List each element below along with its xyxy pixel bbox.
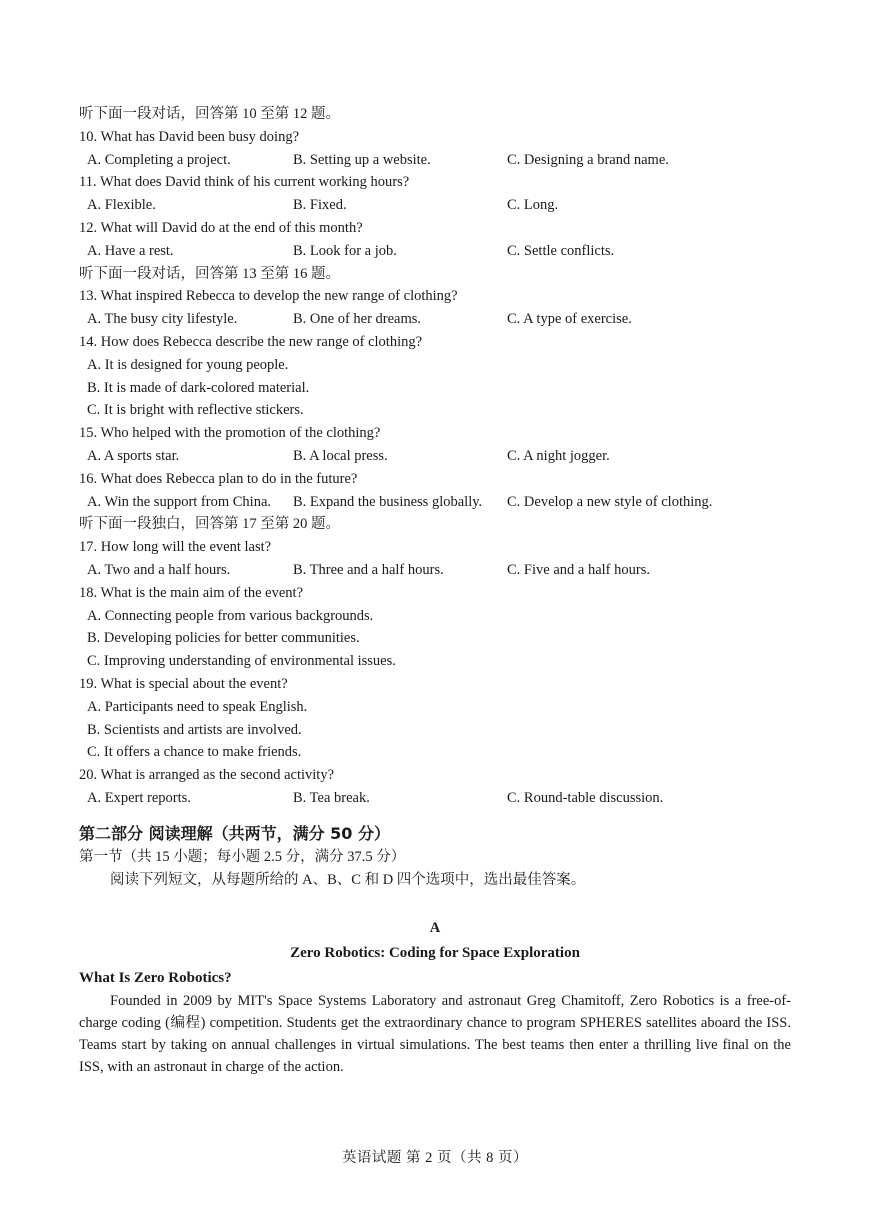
- reading-instruction: 阅读下列短文，从每题所给的 A、B、C 和 D 四个选项中，选出最佳答案。: [110, 871, 586, 888]
- reading-section: [79, 822, 791, 1078]
- page-footer: 英语试题 第 2 页（共 8 页）: [341, 1150, 529, 1166]
- passage-subheading: What Is Zero Robotics?: [79, 969, 232, 986]
- option-row: [79, 445, 791, 468]
- question-text: 18. What is the main aim of the event?: [79, 584, 304, 601]
- passage-letter: A: [429, 920, 441, 937]
- question-text: 10. What has David been busy doing?: [79, 128, 300, 145]
- question-text: 19. What is special about the event?: [79, 675, 288, 692]
- question-text: 13. What inspired Rebecca to develop the new range of clothing?: [79, 288, 458, 305]
- answer-option: A. Connecting people from various backgrounds.: [87, 607, 374, 624]
- answer-option: C. Settle conflicts.: [507, 242, 615, 259]
- option-row: [79, 787, 791, 810]
- answer-option: C. Long.: [507, 197, 559, 214]
- answer-option: A. Expert reports.: [87, 789, 191, 806]
- option-row: [79, 491, 791, 514]
- answer-option: C. Round-table discussion.: [507, 789, 664, 806]
- option-row: [79, 149, 791, 172]
- answer-option: C. Five and a half hours.: [507, 561, 650, 578]
- answer-option: A. Two and a half hours.: [87, 561, 231, 578]
- option-row: [79, 194, 791, 217]
- answer-option: B. One of her dreams.: [293, 311, 422, 328]
- answer-option: B. Three and a half hours.: [293, 561, 444, 578]
- answer-option: B. Tea break.: [293, 789, 370, 806]
- answer-option: C. Designing a brand name.: [507, 151, 669, 168]
- answer-option: B. Setting up a website.: [293, 151, 431, 168]
- answer-option: A. It is designed for young people.: [87, 356, 289, 373]
- option-row: [79, 240, 791, 263]
- listening-section: [79, 103, 791, 810]
- answer-option: A. A sports star.: [87, 447, 180, 464]
- question-text: 16. What does Rebecca plan to do in the future?: [79, 470, 358, 487]
- answer-option: C. A night jogger.: [507, 447, 610, 464]
- group-heading: 听下面一段对话，回答第 13 至第 16 题。: [79, 265, 340, 282]
- page-content: [79, 103, 791, 1078]
- answer-option: A. Win the support from China.: [87, 493, 272, 510]
- question-text: 17. How long will the event last?: [79, 539, 272, 556]
- question-text: 15. Who helped with the promotion of the clothing?: [79, 425, 381, 442]
- answer-option: B. Developing policies for better communities.: [87, 630, 360, 647]
- answer-option: A. Have a rest.: [87, 242, 174, 259]
- answer-option: C. Develop a new style of clothing.: [507, 493, 713, 510]
- answer-option: C. It offers a chance to make friends.: [87, 744, 302, 761]
- answer-option: B. Scientists and artists are involved.: [87, 721, 302, 738]
- answer-option: B. It is made of dark-colored material.: [87, 379, 310, 396]
- answer-option: B. Fixed.: [293, 197, 347, 214]
- answer-option: A. Flexible.: [87, 197, 156, 214]
- option-row: [79, 559, 791, 582]
- answer-option: C. It is bright with reflective stickers.: [87, 402, 304, 419]
- answer-option: B. Expand the business globally.: [293, 493, 483, 510]
- group-heading: 听下面一段独白，回答第 17 至第 20 题。: [79, 516, 340, 533]
- group-heading: 听下面一段对话，回答第 10 至第 12 题。: [79, 106, 340, 122]
- question-text: 11. What does David think of his current working hours?: [79, 174, 410, 191]
- question-text: 14. How does Rebecca describe the new range of clothing?: [79, 333, 423, 350]
- answer-option: A. The busy city lifestyle.: [87, 311, 238, 328]
- question-text: 20. What is arranged as the second activity?: [79, 767, 335, 784]
- answer-option: B. A local press.: [293, 447, 388, 464]
- answer-option: C. Improving understanding of environmental issues.: [87, 653, 396, 670]
- passage-paragraph: Founded in 2009 by MIT's Space Systems Laboratory and astronaut Greg Chamitoff, Zero Robotics is a free-of-charge coding (编程) competition. Students get the extraordinary chance to program SPHERES satellites aboard the ISS. Teams start by taking on annual challenges in virtual simulations. The best teams then enter a thrilling live final on the ISS, with an astronaut in charge of the action.: [79, 992, 791, 1075]
- option-row: [79, 308, 791, 331]
- answer-option: A. Completing a project.: [87, 151, 231, 168]
- answer-option: A. Participants need to speak English.: [87, 698, 308, 715]
- passage-title: Zero Robotics: Coding for Space Exploration: [290, 945, 580, 962]
- section-one-title: 第一节（共 15 小题；每小题 2.5 分，满分 37.5 分）: [79, 848, 406, 865]
- question-text: 12. What will David do at the end of this month?: [79, 219, 363, 236]
- answer-option: B. Look for a job.: [293, 242, 397, 259]
- answer-option: C. A type of exercise.: [507, 311, 632, 328]
- part-two-title: 第二部分 阅读理解（共两节，满分 50 分）: [79, 823, 390, 843]
